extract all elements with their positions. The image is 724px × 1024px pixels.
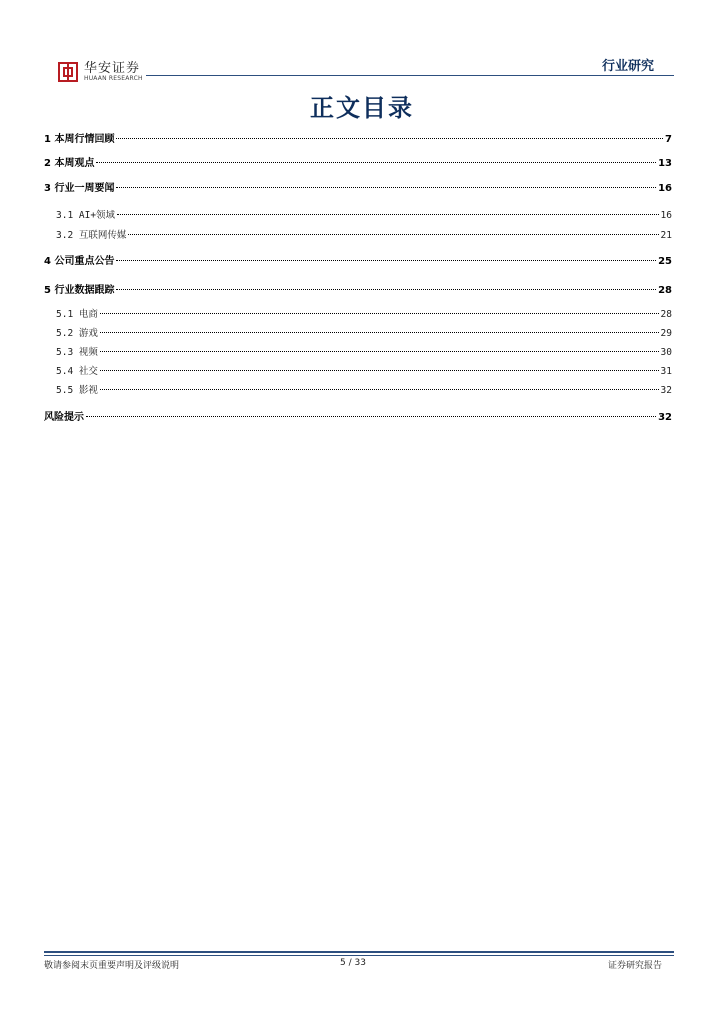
page-header (44, 58, 674, 88)
toc-entry[interactable] (44, 306, 672, 322)
page-number: 5 / 33 (340, 958, 366, 968)
toc-entry-page: 16 (660, 210, 672, 221)
toc-entry-label: 3.1 AI+领域 (56, 210, 116, 221)
toc-entry[interactable] (44, 179, 672, 195)
toc-entry-label: 风险提示 (44, 412, 84, 423)
toc-leader-dots (100, 389, 659, 390)
toc-entry-label: 3.2 互联网传媒 (56, 230, 127, 241)
report-type: 证券研究报告 (607, 961, 662, 971)
toc-entry-label: 5 行业数据跟踪 (44, 285, 115, 296)
toc-entry-label: 5.3 视频 (56, 347, 98, 358)
disclaimer-note: 敬请参阅末页重要声明及评级说明 (44, 961, 180, 971)
toc-entry[interactable] (44, 252, 672, 268)
toc-entry[interactable] (44, 227, 672, 243)
toc-leader-dots (100, 332, 659, 333)
toc-leader-dots (116, 138, 663, 139)
toc-entry-label: 5.5 影视 (56, 385, 98, 396)
toc-entry-label: 5.4 社交 (56, 366, 98, 377)
toc-leader-dots (100, 313, 659, 314)
toc-entry-page: 21 (660, 230, 672, 241)
toc-leader-dots (100, 351, 659, 352)
toc-entry-page: 32 (658, 412, 672, 423)
footer-divider-thin (44, 955, 674, 956)
toc-leader-dots (96, 162, 656, 163)
page-footer (44, 958, 672, 970)
toc-entry-label: 4 公司重点公告 (44, 256, 115, 267)
toc-leader-dots (86, 416, 656, 417)
toc-entry-label: 2 本周观点 (44, 158, 95, 169)
header-divider (146, 75, 674, 76)
toc-leader-dots (116, 187, 656, 188)
company-logo (58, 62, 143, 82)
toc-leader-dots (100, 370, 659, 371)
toc-entry[interactable] (44, 363, 672, 379)
footer-divider (44, 951, 674, 953)
logo-chinese-name: 华安证券 (84, 61, 141, 76)
toc-entry-label: 1 本周行情回顾 (44, 134, 115, 145)
toc-entry[interactable] (44, 344, 672, 360)
toc-entry-page: 28 (658, 285, 672, 296)
toc-entry-page: 32 (660, 385, 672, 396)
toc-leader-dots (117, 214, 659, 215)
toc-entry[interactable] (44, 382, 672, 398)
toc-entry[interactable] (44, 281, 672, 297)
toc-entry-label: 3 行业一周要闻 (44, 183, 115, 194)
toc-entry-page: 28 (660, 309, 672, 320)
toc-entry[interactable] (44, 154, 672, 170)
toc-entry[interactable] (44, 130, 672, 146)
toc-leader-dots (116, 289, 656, 290)
toc-entry-page: 30 (660, 347, 672, 358)
page-title: 正文目录 (310, 93, 414, 122)
toc-entry-page: 16 (658, 183, 672, 194)
toc-entry[interactable] (44, 325, 672, 341)
report-category: 行业研究 (601, 59, 654, 74)
toc-entry[interactable] (44, 408, 672, 424)
toc-entry-page: 29 (660, 328, 672, 339)
toc-entry-label: 5.2 游戏 (56, 328, 98, 339)
toc-entry-label: 5.1 电商 (56, 309, 98, 320)
toc-entry-page: 31 (660, 366, 672, 377)
toc-entry[interactable] (44, 207, 672, 223)
logo-mark-icon (58, 62, 78, 82)
toc-leader-dots (128, 234, 658, 235)
toc-entry-page: 25 (658, 256, 672, 267)
toc-entry-page: 7 (665, 134, 672, 145)
toc-entry-page: 13 (658, 158, 672, 169)
toc-leader-dots (116, 260, 656, 261)
logo-english-name: HUAAN RESEARCH (84, 75, 143, 82)
